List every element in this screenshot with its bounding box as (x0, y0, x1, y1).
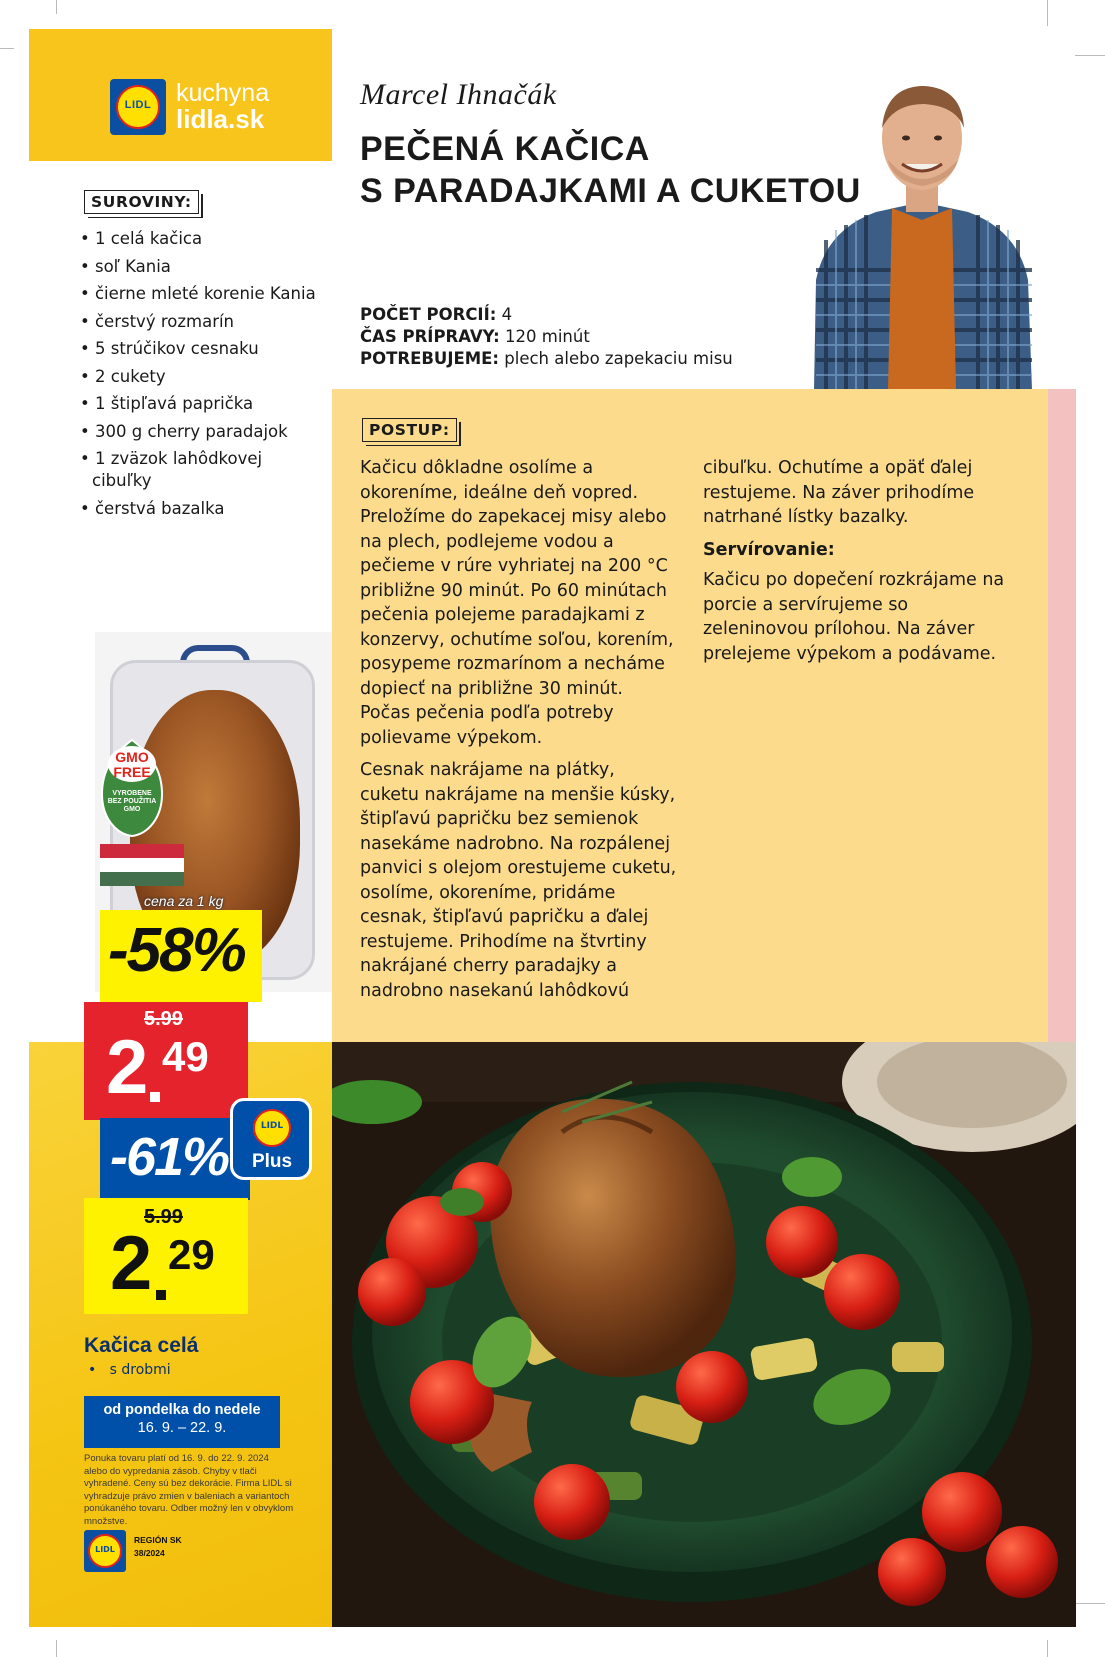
brand-line-2: lidla.sk (176, 104, 265, 134)
crop-mark (0, 48, 14, 49)
ingredient-item: • 5 strúčikov cesnaku (80, 338, 325, 360)
dish-photo (332, 1042, 1076, 1627)
hungary-flag-icon (100, 844, 184, 886)
recipe-meta (360, 304, 733, 370)
method-heading: POSTUP: (362, 418, 457, 442)
price-tag (84, 1002, 248, 1120)
discount-tag (100, 910, 262, 1002)
price-unit-note: cena za 1 kg (144, 893, 224, 909)
discount-value: -58% (108, 916, 245, 985)
recipe-title-line-2: S PARADAJKAMI A CUKETOU (360, 172, 861, 210)
crop-mark (56, 0, 57, 14)
lidl-plus-icon: LIDL Plus (230, 1098, 312, 1180)
ingredient-item: • 1 štipľavá paprička (80, 393, 325, 415)
brand-wordmark (176, 81, 269, 132)
validity-days: od pondelka do nedele (103, 1402, 261, 1418)
crop-mark (56, 1640, 57, 1657)
method-paragraph: cibuľku. Ochutíme a opäť ďalej restujeme. Na záver prihodíme natrhané lístky bazalky. (703, 458, 975, 527)
crop-mark (1075, 55, 1105, 56)
brand-line-1: kuchyna (176, 79, 270, 107)
product-name: Kačica celá (84, 1334, 199, 1357)
brand-header (29, 29, 332, 161)
ingredient-item: • 2 cukety (80, 366, 325, 388)
plus-price-integer: 2 (110, 1221, 151, 1306)
price-integer: 2 (106, 1025, 147, 1110)
gmo-free-badge (100, 738, 164, 838)
validity-dates: 16. 9. – 22. 9. (137, 1420, 227, 1436)
plus-old-price: 5.99 (144, 1206, 183, 1228)
ingredient-item: • čierne mleté korenie Kania (80, 283, 325, 305)
lidl-logo-icon: LIDL (110, 79, 166, 135)
old-price: 5.99 (144, 1008, 183, 1030)
plus-discount-value: -61% (110, 1127, 229, 1187)
method-column-1 (360, 456, 678, 1011)
price-decimal: 49 (162, 1033, 209, 1080)
gmo-caption: VYROBENÉ BEZ POUŽITIA GMO (107, 790, 157, 813)
serving-paragraph: Kačicu po dopečení rozkrájame na porcie a servírujeme so zeleninovou prílohou. Na záver prelejeme výpekom a podávame. (703, 570, 1005, 664)
product-subtitle: • s drobmi (88, 1362, 171, 1378)
method-column-2 (703, 456, 1019, 674)
serving-heading: Servírovanie: (703, 539, 835, 560)
ingredient-item: • 1 celá kačica (80, 228, 325, 250)
ingredients-list (80, 228, 325, 525)
svg-text:FREE: FREE (113, 764, 151, 780)
portions-row: POČET PORCIÍ: 4 (360, 305, 513, 324)
validity-box (84, 1396, 280, 1448)
needs-row: POTREBUJEME: plech alebo zapekaciu misu (360, 349, 733, 368)
plus-price-tag (84, 1198, 248, 1314)
fine-print: Ponuka tovaru platí od 16. 9. do 22. 9. 2024 alebo do vypredania zásob. Chyby v tlači vyhradené. Ceny sú bez dekorácie. Firma LIDL si vyhradzuje právo zmien v baleniach a variantoch ponúkaného tovaru. Odber možný len v obvyklom množstve. (84, 1453, 294, 1527)
lidl-plus-label: Plus (251, 1151, 293, 1172)
region-info: REGIÓN SK 38/2024 (134, 1535, 182, 1558)
ingredient-item: • 1 zväzok lahôdkovej cibuľky (80, 448, 325, 492)
crop-mark (1075, 1603, 1105, 1604)
recipe-title (360, 128, 861, 212)
chef-photo (806, 80, 1038, 390)
method-paragraph: Cesnak nakrájame na plátky, cuketu nakrájame na menšie kúsky, štipľavú papričku bez semienok nasekáme nadrobno. Na rozpálenej panvici s olejom orestujeme cuketu, osolíme, okoreníme, pridáme cesnak, štipľavú papričku a ďalej restujeme. Prihodíme na štvrtiny nakrájané cherry paradajky a nadrobno nasekanú lahôdkovú (360, 760, 677, 1001)
ingredient-item: • čerstvý rozmarín (80, 311, 325, 333)
plus-discount-tag (100, 1118, 250, 1200)
plus-price-decimal: 29 (168, 1231, 215, 1278)
crop-mark (1047, 1640, 1048, 1657)
ingredient-item: • 300 g cherry paradajok (80, 421, 325, 443)
recipe-author: Marcel Ihnačák (360, 78, 557, 111)
method-paragraph: Kačicu dôkladne osolíme a okoreníme, ideálne deň vopred. Preložíme do zapekacej misy alebo na plech, podlejeme vodou a pečieme v rúre vyhriatej na 200 °C približne 90 minút. Po 60 minútach pečenia polejeme paradajkami z konzervy, ochutíme soľou, korením, posypeme rozmarínom a necháme dopiecť na približne 30 minút. Počas pečenia podľa potreby polievame výpekom. (360, 458, 674, 748)
lidl-logo-icon: LIDL (84, 1530, 126, 1572)
crop-mark (1047, 0, 1048, 26)
ingredient-item: • soľ Kania (80, 256, 325, 278)
svg-text:GMO: GMO (115, 749, 149, 765)
time-row: ČAS PRÍPRAVY: 120 minút (360, 327, 590, 346)
ingredient-item: • čerstvá bazalka (80, 498, 325, 520)
side-strip (1048, 389, 1076, 1042)
ingredients-heading: SUROVINY: (84, 190, 199, 214)
recipe-title-line-1: PEČENÁ KAČICA (360, 130, 650, 168)
